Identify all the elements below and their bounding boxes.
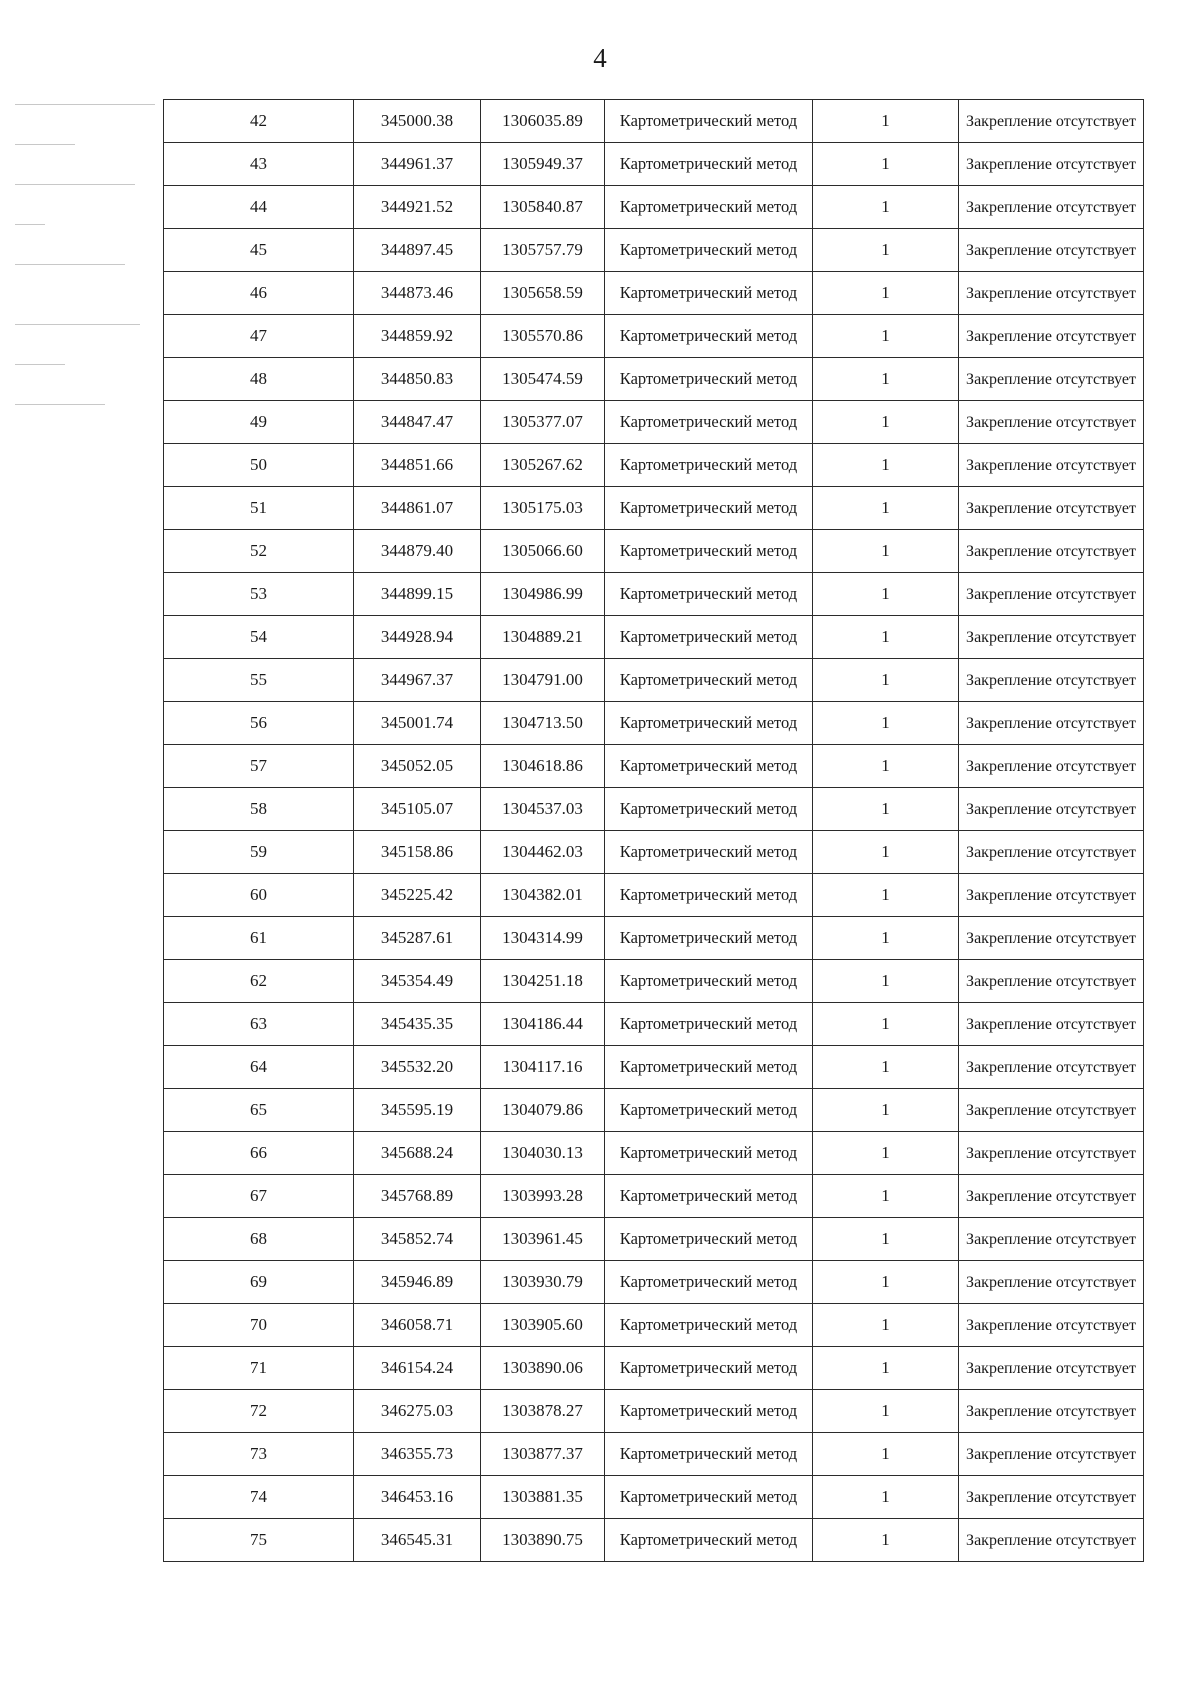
- accuracy-cell: 1: [813, 315, 959, 358]
- x-coordinate-cell: 344899.15: [354, 573, 481, 616]
- point-number-cell: 58: [164, 788, 354, 831]
- fixation-note-cell: Закрепление отсутствует: [959, 143, 1144, 186]
- accuracy-cell: 1: [813, 444, 959, 487]
- page-number: 4: [593, 43, 607, 73]
- point-number-cell: 69: [164, 1261, 354, 1304]
- y-coordinate-cell: 1304791.00: [481, 659, 605, 702]
- accuracy-cell: 1: [813, 917, 959, 960]
- x-coordinate-cell: 344851.66: [354, 444, 481, 487]
- y-coordinate-cell: 1304030.13: [481, 1132, 605, 1175]
- accuracy-cell: 1: [813, 788, 959, 831]
- method-cell: Картометрический метод: [605, 1218, 813, 1261]
- table-body: [164, 100, 1144, 1562]
- accuracy-cell: 1: [813, 745, 959, 788]
- method-cell: Картометрический метод: [605, 1433, 813, 1476]
- fixation-note-cell: Закрепление отсутствует: [959, 186, 1144, 229]
- y-coordinate-cell: 1304251.18: [481, 960, 605, 1003]
- x-coordinate-cell: 344850.83: [354, 358, 481, 401]
- x-coordinate-cell: 344897.45: [354, 229, 481, 272]
- method-cell: Картометрический метод: [605, 1347, 813, 1390]
- table-row: [164, 702, 1144, 745]
- table-row: [164, 186, 1144, 229]
- fixation-note-cell: Закрепление отсутствует: [959, 1304, 1144, 1347]
- x-coordinate-cell: 345287.61: [354, 917, 481, 960]
- y-coordinate-cell: 1304618.86: [481, 745, 605, 788]
- accuracy-cell: 1: [813, 874, 959, 917]
- method-cell: Картометрический метод: [605, 229, 813, 272]
- point-number-cell: 66: [164, 1132, 354, 1175]
- x-coordinate-cell: 345354.49: [354, 960, 481, 1003]
- accuracy-cell: 1: [813, 1304, 959, 1347]
- y-coordinate-cell: 1303930.79: [481, 1261, 605, 1304]
- y-coordinate-cell: 1305840.87: [481, 186, 605, 229]
- coordinates-table-wrapper: [163, 99, 1143, 1562]
- point-number-cell: 51: [164, 487, 354, 530]
- accuracy-cell: 1: [813, 487, 959, 530]
- method-cell: Картометрический метод: [605, 1132, 813, 1175]
- fixation-note-cell: Закрепление отсутствует: [959, 917, 1144, 960]
- accuracy-cell: 1: [813, 1132, 959, 1175]
- point-number-cell: 59: [164, 831, 354, 874]
- accuracy-cell: 1: [813, 960, 959, 1003]
- fixation-note-cell: Закрепление отсутствует: [959, 1476, 1144, 1519]
- accuracy-cell: 1: [813, 1046, 959, 1089]
- y-coordinate-cell: 1306035.89: [481, 100, 605, 143]
- y-coordinate-cell: 1305175.03: [481, 487, 605, 530]
- table-row: [164, 1433, 1144, 1476]
- point-number-cell: 64: [164, 1046, 354, 1089]
- accuracy-cell: 1: [813, 702, 959, 745]
- point-number-cell: 62: [164, 960, 354, 1003]
- x-coordinate-cell: 345105.07: [354, 788, 481, 831]
- point-number-cell: 63: [164, 1003, 354, 1046]
- x-coordinate-cell: 344928.94: [354, 616, 481, 659]
- point-number-cell: 65: [164, 1089, 354, 1132]
- point-number-cell: 72: [164, 1390, 354, 1433]
- method-cell: Картометрический метод: [605, 573, 813, 616]
- method-cell: Картометрический метод: [605, 358, 813, 401]
- table-row: [164, 745, 1144, 788]
- point-number-cell: 68: [164, 1218, 354, 1261]
- x-coordinate-cell: 345435.35: [354, 1003, 481, 1046]
- accuracy-cell: 1: [813, 1003, 959, 1046]
- method-cell: Картометрический метод: [605, 186, 813, 229]
- table-row: [164, 659, 1144, 702]
- x-coordinate-cell: 344921.52: [354, 186, 481, 229]
- x-coordinate-cell: 346545.31: [354, 1519, 481, 1562]
- table-row: [164, 616, 1144, 659]
- method-cell: Картометрический метод: [605, 702, 813, 745]
- table-row: [164, 1519, 1144, 1562]
- table-row: [164, 960, 1144, 1003]
- x-coordinate-cell: 345225.42: [354, 874, 481, 917]
- fixation-note-cell: Закрепление отсутствует: [959, 315, 1144, 358]
- table-row: [164, 229, 1144, 272]
- method-cell: Картометрический метод: [605, 874, 813, 917]
- table-row: [164, 358, 1144, 401]
- table-row: [164, 1089, 1144, 1132]
- point-number-cell: 50: [164, 444, 354, 487]
- y-coordinate-cell: 1303905.60: [481, 1304, 605, 1347]
- accuracy-cell: 1: [813, 1476, 959, 1519]
- point-number-cell: 71: [164, 1347, 354, 1390]
- point-number-cell: 55: [164, 659, 354, 702]
- accuracy-cell: 1: [813, 1089, 959, 1132]
- table-row: [164, 530, 1144, 573]
- x-coordinate-cell: 345001.74: [354, 702, 481, 745]
- x-coordinate-cell: 345688.24: [354, 1132, 481, 1175]
- accuracy-cell: 1: [813, 530, 959, 573]
- method-cell: Картометрический метод: [605, 143, 813, 186]
- table-row: [164, 1046, 1144, 1089]
- fixation-note-cell: Закрепление отсутствует: [959, 1390, 1144, 1433]
- point-number-cell: 52: [164, 530, 354, 573]
- y-coordinate-cell: 1304537.03: [481, 788, 605, 831]
- method-cell: Картометрический метод: [605, 401, 813, 444]
- method-cell: Картометрический метод: [605, 745, 813, 788]
- accuracy-cell: 1: [813, 1390, 959, 1433]
- fixation-note-cell: Закрепление отсутствует: [959, 1519, 1144, 1562]
- point-number-cell: 47: [164, 315, 354, 358]
- fixation-note-cell: Закрепление отсутствует: [959, 1003, 1144, 1046]
- method-cell: Картометрический метод: [605, 659, 813, 702]
- y-coordinate-cell: 1304986.99: [481, 573, 605, 616]
- x-coordinate-cell: 345158.86: [354, 831, 481, 874]
- table-row: [164, 1218, 1144, 1261]
- accuracy-cell: 1: [813, 229, 959, 272]
- x-coordinate-cell: 344861.07: [354, 487, 481, 530]
- point-number-cell: 43: [164, 143, 354, 186]
- x-coordinate-cell: 346355.73: [354, 1433, 481, 1476]
- y-coordinate-cell: 1305570.86: [481, 315, 605, 358]
- x-coordinate-cell: 344961.37: [354, 143, 481, 186]
- fixation-note-cell: Закрепление отсутствует: [959, 702, 1144, 745]
- accuracy-cell: 1: [813, 573, 959, 616]
- fixation-note-cell: Закрепление отсутствует: [959, 1261, 1144, 1304]
- y-coordinate-cell: 1305658.59: [481, 272, 605, 315]
- x-coordinate-cell: 345000.38: [354, 100, 481, 143]
- accuracy-cell: 1: [813, 659, 959, 702]
- method-cell: Картометрический метод: [605, 272, 813, 315]
- point-number-cell: 45: [164, 229, 354, 272]
- x-coordinate-cell: 346058.71: [354, 1304, 481, 1347]
- method-cell: Картометрический метод: [605, 530, 813, 573]
- accuracy-cell: 1: [813, 358, 959, 401]
- y-coordinate-cell: 1304889.21: [481, 616, 605, 659]
- method-cell: Картометрический метод: [605, 1304, 813, 1347]
- method-cell: Картометрический метод: [605, 917, 813, 960]
- scan-artifact-lines: [15, 100, 160, 460]
- fixation-note-cell: Закрепление отсутствует: [959, 788, 1144, 831]
- y-coordinate-cell: 1304382.01: [481, 874, 605, 917]
- accuracy-cell: 1: [813, 100, 959, 143]
- table-row: [164, 1390, 1144, 1433]
- table-row: [164, 1476, 1144, 1519]
- y-coordinate-cell: 1304117.16: [481, 1046, 605, 1089]
- x-coordinate-cell: 344873.46: [354, 272, 481, 315]
- y-coordinate-cell: 1303878.27: [481, 1390, 605, 1433]
- y-coordinate-cell: 1304186.44: [481, 1003, 605, 1046]
- table-row: [164, 788, 1144, 831]
- table-row: [164, 1347, 1144, 1390]
- x-coordinate-cell: 345946.89: [354, 1261, 481, 1304]
- table-row: [164, 487, 1144, 530]
- x-coordinate-cell: 344967.37: [354, 659, 481, 702]
- accuracy-cell: 1: [813, 1218, 959, 1261]
- y-coordinate-cell: 1303993.28: [481, 1175, 605, 1218]
- x-coordinate-cell: 346275.03: [354, 1390, 481, 1433]
- point-number-cell: 53: [164, 573, 354, 616]
- point-number-cell: 54: [164, 616, 354, 659]
- fixation-note-cell: Закрепление отсутствует: [959, 831, 1144, 874]
- method-cell: Картометрический метод: [605, 1003, 813, 1046]
- table-row: [164, 1304, 1144, 1347]
- fixation-note-cell: Закрепление отсутствует: [959, 1347, 1144, 1390]
- fixation-note-cell: Закрепление отсутствует: [959, 229, 1144, 272]
- accuracy-cell: 1: [813, 1175, 959, 1218]
- table-row: [164, 1261, 1144, 1304]
- table-row: [164, 831, 1144, 874]
- point-number-cell: 61: [164, 917, 354, 960]
- x-coordinate-cell: 345852.74: [354, 1218, 481, 1261]
- method-cell: Картометрический метод: [605, 1476, 813, 1519]
- fixation-note-cell: Закрепление отсутствует: [959, 745, 1144, 788]
- y-coordinate-cell: 1303890.75: [481, 1519, 605, 1562]
- point-number-cell: 70: [164, 1304, 354, 1347]
- fixation-note-cell: Закрепление отсутствует: [959, 272, 1144, 315]
- y-coordinate-cell: 1304314.99: [481, 917, 605, 960]
- fixation-note-cell: Закрепление отсутствует: [959, 444, 1144, 487]
- fixation-note-cell: Закрепление отсутствует: [959, 358, 1144, 401]
- y-coordinate-cell: 1304079.86: [481, 1089, 605, 1132]
- fixation-note-cell: Закрепление отсутствует: [959, 1433, 1144, 1476]
- method-cell: Картометрический метод: [605, 315, 813, 358]
- method-cell: Картометрический метод: [605, 1519, 813, 1562]
- point-number-cell: 49: [164, 401, 354, 444]
- point-number-cell: 44: [164, 186, 354, 229]
- y-coordinate-cell: 1303890.06: [481, 1347, 605, 1390]
- fixation-note-cell: Закрепление отсутствует: [959, 1046, 1144, 1089]
- table-row: [164, 874, 1144, 917]
- y-coordinate-cell: 1305267.62: [481, 444, 605, 487]
- accuracy-cell: 1: [813, 1433, 959, 1476]
- y-coordinate-cell: 1303877.37: [481, 1433, 605, 1476]
- table-row: [164, 573, 1144, 616]
- x-coordinate-cell: 346453.16: [354, 1476, 481, 1519]
- method-cell: Картометрический метод: [605, 444, 813, 487]
- point-number-cell: 73: [164, 1433, 354, 1476]
- fixation-note-cell: Закрепление отсутствует: [959, 401, 1144, 444]
- accuracy-cell: 1: [813, 1347, 959, 1390]
- point-number-cell: 48: [164, 358, 354, 401]
- fixation-note-cell: Закрепление отсутствует: [959, 659, 1144, 702]
- fixation-note-cell: Закрепление отсутствует: [959, 1089, 1144, 1132]
- table-row: [164, 272, 1144, 315]
- table-row: [164, 315, 1144, 358]
- table-row: [164, 143, 1144, 186]
- method-cell: Картометрический метод: [605, 1046, 813, 1089]
- accuracy-cell: 1: [813, 143, 959, 186]
- method-cell: Картометрический метод: [605, 100, 813, 143]
- table-row: [164, 100, 1144, 143]
- accuracy-cell: 1: [813, 272, 959, 315]
- method-cell: Картометрический метод: [605, 1089, 813, 1132]
- x-coordinate-cell: 345768.89: [354, 1175, 481, 1218]
- x-coordinate-cell: 344847.47: [354, 401, 481, 444]
- table-row: [164, 401, 1144, 444]
- table-row: [164, 1175, 1144, 1218]
- fixation-note-cell: Закрепление отсутствует: [959, 960, 1144, 1003]
- x-coordinate-cell: 344859.92: [354, 315, 481, 358]
- y-coordinate-cell: 1303881.35: [481, 1476, 605, 1519]
- method-cell: Картометрический метод: [605, 487, 813, 530]
- point-number-cell: 57: [164, 745, 354, 788]
- x-coordinate-cell: 346154.24: [354, 1347, 481, 1390]
- accuracy-cell: 1: [813, 1261, 959, 1304]
- accuracy-cell: 1: [813, 616, 959, 659]
- method-cell: Картометрический метод: [605, 960, 813, 1003]
- table-row: [164, 444, 1144, 487]
- point-number-cell: 60: [164, 874, 354, 917]
- x-coordinate-cell: 345532.20: [354, 1046, 481, 1089]
- y-coordinate-cell: 1305474.59: [481, 358, 605, 401]
- y-coordinate-cell: 1304713.50: [481, 702, 605, 745]
- point-number-cell: 46: [164, 272, 354, 315]
- y-coordinate-cell: 1305377.07: [481, 401, 605, 444]
- x-coordinate-cell: 345595.19: [354, 1089, 481, 1132]
- y-coordinate-cell: 1305066.60: [481, 530, 605, 573]
- point-number-cell: 56: [164, 702, 354, 745]
- method-cell: Картометрический метод: [605, 1175, 813, 1218]
- table-row: [164, 917, 1144, 960]
- point-number-cell: 75: [164, 1519, 354, 1562]
- accuracy-cell: 1: [813, 1519, 959, 1562]
- method-cell: Картометрический метод: [605, 616, 813, 659]
- point-number-cell: 74: [164, 1476, 354, 1519]
- method-cell: Картометрический метод: [605, 1390, 813, 1433]
- accuracy-cell: 1: [813, 186, 959, 229]
- table-row: [164, 1003, 1144, 1046]
- y-coordinate-cell: 1304462.03: [481, 831, 605, 874]
- fixation-note-cell: Закрепление отсутствует: [959, 616, 1144, 659]
- accuracy-cell: 1: [813, 831, 959, 874]
- fixation-note-cell: Закрепление отсутствует: [959, 1132, 1144, 1175]
- fixation-note-cell: Закрепление отсутствует: [959, 1218, 1144, 1261]
- fixation-note-cell: Закрепление отсутствует: [959, 874, 1144, 917]
- point-number-cell: 67: [164, 1175, 354, 1218]
- fixation-note-cell: Закрепление отсутствует: [959, 1175, 1144, 1218]
- fixation-note-cell: Закрепление отсутствует: [959, 530, 1144, 573]
- y-coordinate-cell: 1303961.45: [481, 1218, 605, 1261]
- y-coordinate-cell: 1305757.79: [481, 229, 605, 272]
- y-coordinate-cell: 1305949.37: [481, 143, 605, 186]
- fixation-note-cell: Закрепление отсутствует: [959, 487, 1144, 530]
- method-cell: Картометрический метод: [605, 788, 813, 831]
- method-cell: Картометрический метод: [605, 831, 813, 874]
- x-coordinate-cell: 344879.40: [354, 530, 481, 573]
- x-coordinate-cell: 345052.05: [354, 745, 481, 788]
- table-row: [164, 1132, 1144, 1175]
- coordinates-table: [163, 99, 1144, 1562]
- fixation-note-cell: Закрепление отсутствует: [959, 573, 1144, 616]
- method-cell: Картометрический метод: [605, 1261, 813, 1304]
- fixation-note-cell: Закрепление отсутствует: [959, 100, 1144, 143]
- point-number-cell: 42: [164, 100, 354, 143]
- accuracy-cell: 1: [813, 401, 959, 444]
